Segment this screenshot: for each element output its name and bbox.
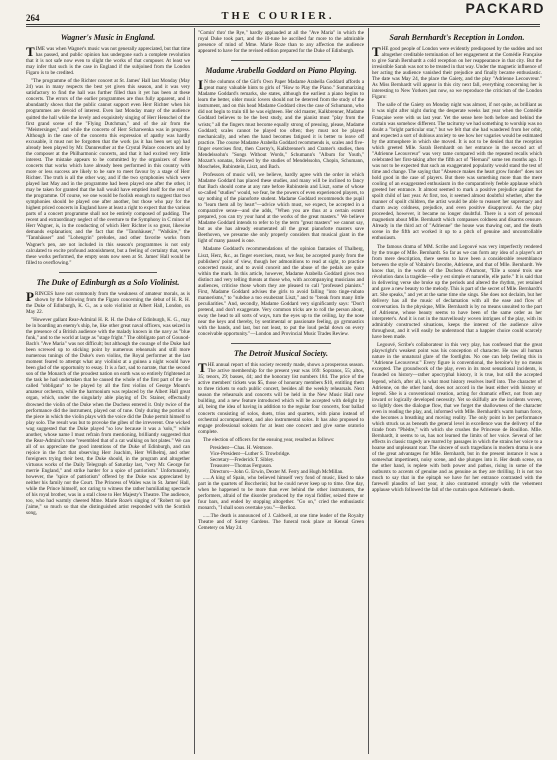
paragraph-text: "The programme of the Richter concert at St. James' Hall last Monday (May 24) was in many respects the best yet given this season, and it was very satisfactory to find the hall was further filled than it yet has been at these concerts. The errors of the earlier programmes are thus fully apparent, and it abundantly shows that the public cannot support even Herr Richter when his programmes are devoid of interest. Even last Monday many of the audience quitted the hall while the lovely and exquisitely singing of Herr Henschel of the first grand scene of the "Flying Dutchman," and of the air from the "Meistersinger," and while the concerto of Herr Scharwenka was in progress. Although in the case of the concerto this expression of apathy was hardly excusable, it must not be forgotten that the work (as it has been set up) had already been played by Mr. Dannreuther at the Crystal Palace concerts and by the composer at the Philharmonic concerts, and that it had excited very little interest. The mistake appears to be committed by the organizers of these concerts that works which have already been performed in this country with more or less success are likely to be sure to meet favour by a stage of Herr Richter. The truth is all the other way, and if the two symphonies which were played last May and in the programme had been played one after the other, it may be taken for granted that the hall would have emptied itself for the rest of the programme. Of course, we one would be foolish enough to suggest that two symphonies should be played one after another, but those who pay for the highest priced concerts in England have at least a right to expect that the various parts of a concert programme shall not be entirely composed of padding. The recent and extraordinary neglect of the overture to the Symphony in C minor of Herr Wagner, is, in the conducting of which Herr Richter is so great, likewise demands explanation; and the fact that the "Tannhäuser," "Walküre," the "Tannhäuser" and "Lohengrin" preludes, and other favorite works from Wagner's pen, are not included in this season's programmes is not only calculated to excite profound astonishment, but a feeling of certainty that, were these works performed, the empty seats now seen at St. James' Hall would be filled to overflowing." [26, 78, 190, 266]
officer-entry: Secretary—Frederick T. Sibley. [210, 456, 275, 463]
paragraph-text: HE annual report of this society recently made, shows a prosperous season. The active membership for the present year was 169: Sopranos, 55; altos, 35; tenors, 29; basses, 44; and the honorary list numbers 184. The price of the active members' tickets was $5, those of honorary members $10, entitling them to three tickets to each public concert, besides all the weekly rehearsals. Next season the rehearsals and concerts will be held in the New Music Hall now building, and a new feature introduced which will be accepted with delight by all, being the idea of having in addition to the regular four concerts, four ballad concerts consisting of solos, duets, trios and quartets, with piano instead of orchestral accompaniment, and also instrumental solos. It has also proposed to engage professional soloists for at least one concert and give some oratorio complete. [198, 362, 364, 435]
article-title: Sarah Bernhardt's Reception in London. [389, 33, 525, 42]
header-rule [26, 24, 540, 25]
article-paragraph [372, 46, 542, 100]
paragraph-text: N the columns of the Girl's Own Paper Madame Arabella Goddard affords a great many valuable hints to girls of "How to Play the Piano." Summarizing Madame Goddard's remarks, she states, although the earliest a piano begins to learn the better, older music lovers should not be deterred from the study of the instrument, and on this head Madame Goddard cites the case of Schumann, who did not begin to train till he was eighteen. Her old master, Kalkbrenner, Madame Goddard believes to be the best study, and the pianist must "play from the wrists;" all the fingers must become equally strong of pressing, please, Madame Goddard; scales cannot be played too often; they must not be played mechanically, and when the hand becomes fatigued it is better to leave off practice. The course Madame Arabella Goddard recommends is, scales and five-finger exercises first, then Czerny's, Kalkbrenner's and Cramer's studies, then Mendelssohn's "Songs Without Words," Schumann's "Album for Youth," Mozart's sonatas, followed by the studies of Mendelssohn, Chopin, Schumann, Moscheles, Rubinstein, Liszt, and Bach. [198, 79, 364, 170]
article-title: The Duke of Edinburgh as a Solo Violinist. [36, 277, 180, 287]
article-paragraph [26, 46, 190, 76]
drop-cap: T [198, 360, 207, 376]
article-title: Madame Arabella Goddard on Piano Playing. [205, 66, 357, 76]
drop-cap: T [26, 44, 35, 59]
article-title: Wagner's Music in England. [60, 33, 156, 42]
paragraph-text: Legouvé, Scribe's collaborateur in this very play, has confessed that the great playwright's weakest point was his conception of character. He saw all human nature in the unnatural glare of the footlights. No one can help feeling this in "Adrienne Lecouvreur." Every figure is conventional, the heroine's by no means excepted. The groundwork of the play, even in its most sensational incidents, is founded on history—rather apocryphal history, it is true, but still the accepted legend, which, after all, is what most history resolves itself into. The character of Adrienne, on the other hand, does not accord in the least either with history or legend. She is a conventional creation, acting for dramatic effect, not from any inward or logically developed necessity. Yet so skilfully are the incidents woven, so lightly does the dialogue flow, that we forget the shallowness of the character even in reading the play, and, informed with Mlle. Bernhardt's warm human force, she becomes a breathing and moving reality. The only point in her performance which struck us as beneath the general level in excellence was the delivery of the tirade from "Phèdre," with which she crushes the Princesse de Bouillon. Mlle. Bernhardt, it seems to us, has not learned the limits of her voice. Several of her effects in classic tragedy are marred by passages in which the strains her voice to a hoarse and unpleasant roar. The sincere of such tragedians in modern drama is one of the great advantages for Mlle. Bernhardt, but in the present instance it was a somewhat impertinent, noisy scene, and she plunges into it. Her death scene, on the other hand, is replete with both power and pathos, rising in some of the outbursts to accents of genuine and as genuine as they are thrilling. It is not too much to say that in the epitaph we have for her entrance contrasted with the farewell plaudits of last year, it also contrasted strongly with the vehement applause which followed the fall of the curtain upon Adrienne's death. [372, 342, 542, 494]
article-paragraph [26, 317, 190, 517]
article-paragraph [198, 513, 364, 531]
article [198, 30, 364, 54]
paragraph-text: Madame Goddard's recommendations of the opinion fantasies of Thalberg, Liszt, Herz, &c., as finger exercises, must, we fear, be accepted purely from the publishers' point of view, though her admonitions to read at sight, to practice concerted music, and to avoid conceit and the abuse of the pedals are quite within the mark. In this article, however, Madame Arabella Goddard gives two distinct and very telling threats at those who, with accompanying musicians and audiences, criticise those whom they are pleased to call "professed pianists." First, Madame Goddard advises the girls to avoid falling "into tinge-rubato mannerisms," to "subdue a too exuberant Liszt," and to "break from many little peculiarities." And, secondly, Madame Goddard very significantly says: "Don't pretend, and don't exaggerate. Very common tricks are to roll the person about, sway the head to all sorts of ways, turn the eyes up to the ceiling, lay the nose near the keys and thereby, by sentimental or passionate feeling, go gymnastics with the hands, and last, but not least, to put the loud pedal down on every conceivable opportunity."—London and Provincial Music Trades Review. [198, 246, 364, 338]
article-paragraph [26, 288, 190, 315]
drop-cap: T [372, 44, 381, 59]
article-paragraph [198, 79, 364, 170]
article [198, 60, 364, 337]
paragraph-text: IME was when Wagner's music was not generally appreciated, but that time has passed, and public opinion has undergone such a complete revolution that it is not safe now even to slight the works of that composer. At least we may infer that such is the case in England if the subjoined from the London Figaro is to be credited. [26, 46, 190, 77]
column-1 [26, 30, 190, 754]
stamp-text: PACKARD [465, 0, 545, 16]
article-paragraph [198, 362, 364, 435]
article-paragraph [372, 342, 542, 493]
paragraph-text: "However gallant Rear-Admiral H. R. H. the Duke of Edinburgh, K. G., may be in boarding an enemy's ship, he, like other great naval officers, was seized in the presence of a British audience with the malady known in the navy as "blue funk," and to the world at large as "stage fright." The obbligato part of Gounod-Bach's "Ave Maria" was not difficult; but although the courage of the Duke had been screwed up to sticking point by numerous rehearsals and still more numerous tunings of the Duke's own violins, the Royal performer at the last moment feared to attempt what any violinist at a guinea a night would have been glad of the opportunity to essay. It is a fact, sad to narrate, that the second son of the Monarch of the proudest nation on earth was so entirely frightened at the task he had undertaken that he caused the whole of the first part of the so-called "obbligato" to be played by all the first violins of George Mount's amateur orchestra, while the harmonium was replaced by the Albert Hall great organ, which, under the singularly able playing of Dr. Stainer, effectually drowned the violin of the Duke when the Duchess entered it. Only twice of the performance did the instrument, played out of tune. Only during the portion of the piece in which the violin plays with the voice did the Duke permit himself to play solo. The result was but to provoke the gibes of the irreverent. One wicked wag suggested that the Duke played "so low because it was a 'solo,'" while another, whose name I must refrain from mentioning, brilliantly suggested that the Rear-Admiral's tone "resembled that of a cat walking on hot plates." We can all of us appreciate the good intentions of the Duke of Edinburgh, and can rejoice in the fact that observing Herr Joachim, Herr Wilhelmj, and other foreigners trying their best, the Duke should, in the program and altogether virtuous works of the Daily Telegraph of Saturday last, "very Mr. George for merrie England," and strike harder for a spice of patriotism." Unfortunately, however, the "spice of patriotism" offered by the Duke was appreciated by neither his family nor the Court. The Princess of Wales was in St. James' Hall, while the Prince himself, not caring to witness the rather humiliating spectacle of his royal brother, was in a stall close to Her Majesty's Theatre. The audience, too, who had warmly cheered Mme. Marie Roze's singing of "Robert toi que j'aime," so much so that she distinguished artist responded with the Scottish song, [26, 316, 190, 517]
column-2 [198, 30, 364, 754]
paragraph-text: "Comin' thro' the Rye," hardly applauded at all the "Ave Maria" in which the royal Duke took part, and the ill-tune he ascribed far more to the admirable presence of mind of Mme. Marie Roze than to any affection the audience appeared to have for the revised edition prepared for the Duke of Edinburgh. [198, 30, 364, 55]
paragraph-text: ......A king of Spain, who believed himself very fond of music, liked to take part in the quartets of Boccherini; but he could never keep up to time. One day, when he happened to be more than ever behind the other instruments, the performers, afraid of the disorder produced by the royal fiddler, seized three or four bars, and ended by stopping altogether. "Go on," cried the enthusiastic monarch, "I shall soon overtake you."—Berlioz. [198, 475, 364, 512]
article-paragraph [198, 246, 364, 337]
article-paragraph [198, 30, 364, 54]
masthead: THE COURIER. [221, 11, 335, 22]
paragraph-text: The salle of the Gaiety on Monday night was almost, if not quite, as brilliant as it was night after night during the desperate weeks last year when the Comédie Française were with us last year. Yet the sense here both before and behind the curtain was somehow different. The taciturny we had something to worship was no doubt a "bright particular star," but we felt that she had wandered from her orbit, and expected a sort of dubious anxiety to see how her vagaries would be estimated by the atmosphere in which she moved. It is not to be denied that the reception which greeted Mlle. Sarah Bernhardt on her entrance in the second act of "Adrienne Lecouvreur" was very tame compared with the repeated recalls which celebrated her first-taking after the fifth act of "Hernani" some ten months ago. It was not to be expected that such an exaggerated popularity would stand the test of time and change. The saying that "Absence makes the heart grow fonder" does not hold good in the case of players. But there was something more than the mere cooling of an exaggerated enthusiasm in the comparatively feeble applause which greeted her entrance. It almost seemed to mark a positive prejudice against the spoilt child of last year. At first, too, it seemed almost doubtful whether, after the manner of spoilt children, the artist would be able to reassert her supremacy and charm away coldness, prejudice, and even positive disapproval. As the play proceeded, however, it became no longer doubtful. There is a sort of personal magnetism about Mlle. Bernhardt which compasses coldness and disarms censure. Already in the third act of "Adrienne" the house was thawing out, and the death scene in the fifth act worked it up to a pitch of genuine and uncontrollable enthusiasm. [372, 102, 542, 242]
article [372, 33, 542, 493]
paragraph-text: Professors of music will, we believe, hardly agree with the order in which Madame Goddard has placed these studies, and many will be inclined to fancy that Bach should come at any rate before Rubinstein and Liszt, some of whose so-called "studies" would, we fear, be the powers of even experienced players, to say nothing of the pianoforte student. Madame Goddard recommends the pupil to "learn them all by heart"—advice which must, we expect, be accepted in a comparative sense—and she adds, "When you are thus at a certain extent prepared, you can try your hand at the works of the great masters." We believe Madame Goddard intends to refer to by the term "great masters" we cannot say, but as she has already enumerated all the great pianoforte masters save Beethoven, we presume she only properly considers that musical giant in the light of many passed is one. [198, 171, 364, 245]
article-divider [59, 272, 157, 273]
paragraph-text: The election of officers for the ensuing year, resulted as follows: [203, 436, 335, 443]
article [26, 272, 190, 517]
article-paragraph [198, 475, 364, 511]
officer-list [198, 445, 364, 475]
article [198, 343, 364, 531]
column-3 [372, 30, 542, 754]
article-paragraph [198, 437, 364, 443]
article-divider [231, 343, 331, 344]
paragraph-text: RINCES have not commonly from the weakness of amateur morals, as is shown by the following from the Figaro concerning the debut of H. R. H. the Duke of Edinburgh, K. G., as a solo violinist at Albert Hall, London, on May 22. [26, 290, 190, 315]
officer-entry: Vice-President—Luther S. Trowbridge. [210, 450, 291, 457]
drop-cap: I [198, 77, 204, 93]
header-rule-thin [26, 26, 540, 27]
paragraph-text: HE good people of London were evidently predisposed by the sudden and not altogether creditable termination of her engagement at the Comédie Française to give Sarah Bernhardt a cold reception on her reappearance in that city. But the irresistible Sarah was not to be treated in that way. Under the magnetic influence of her acting the audience vanished their prejudice and finally became enthusiastic. The date was May 24, the place the Gaiety, and the play "Adrienne Lecouvreur." As Miss Bernhardt will appear in this city next fall, everything concerning her is interesting to New Yorkers just now, so we reproduce the criticism of the London Figaro: [372, 46, 542, 101]
drop-cap: P [26, 288, 34, 304]
officer-entry: Treasurer—Thomas Ferguson. [210, 462, 273, 469]
officer-entry: President—Chas. H. Wetmore. [210, 444, 273, 451]
officer-entry: Directors—John G. Erwin, Dexter M. Ferry and Hugh McMillan. [210, 468, 344, 475]
paragraph-text: The famous drama of MM. Scribe and Legouvé was very imperfectly rendered by the troupe of Mlle. Bernhardt. So far as we can form any idea of a player's art from mere description, there seems to have been a considerable resemblance between the style of Voltaire's favorite, Adrienne, and that of Mlle. Bernhardt. We know that, in the words of the Duchess d'Aumont, "Elle a sonné trois une révolution dans la tragédie—elle y est simple et naturelle, elle parle." It is said that in delivering verse she broke up the periods and altered the rhythm, yet retained and gave a new beauty to the melody. This is part of the secret of Mlle. Bernhardt's art. She speaks," and yet at the same time she sings. She does not declaim, but her delivery has all the music of declamation with all the ease and flow of conversation. In the physique, Mlle. Bernhardt is by no means unsuited to the part of Adrienne, whose beauty seems to have been of the same order as her interpreter's. And it is not in the marvellously woven intrigues of the play, with its admirably constructed situations, keeps the interest of the audience alive throughout, and it will easily be understood that a happier choice could scarcely have been made. [372, 243, 542, 341]
article [26, 33, 190, 266]
article-divider [231, 60, 331, 61]
article-title: The Detroit Musical Society. [234, 349, 328, 359]
column-divider [368, 28, 369, 754]
paragraph-text: ......The death is announced of J. Caldwell, at one time leader of the Royalty Theatre and of Surrey Gardens. The funeral took place at Kensal Green Cemetery on May 24. [198, 513, 364, 532]
page-number: 264 [26, 13, 40, 23]
article-paragraph [26, 78, 190, 265]
article-paragraph [372, 244, 542, 341]
column-divider [194, 28, 195, 754]
article-paragraph [198, 172, 364, 245]
article-paragraph [372, 102, 542, 241]
